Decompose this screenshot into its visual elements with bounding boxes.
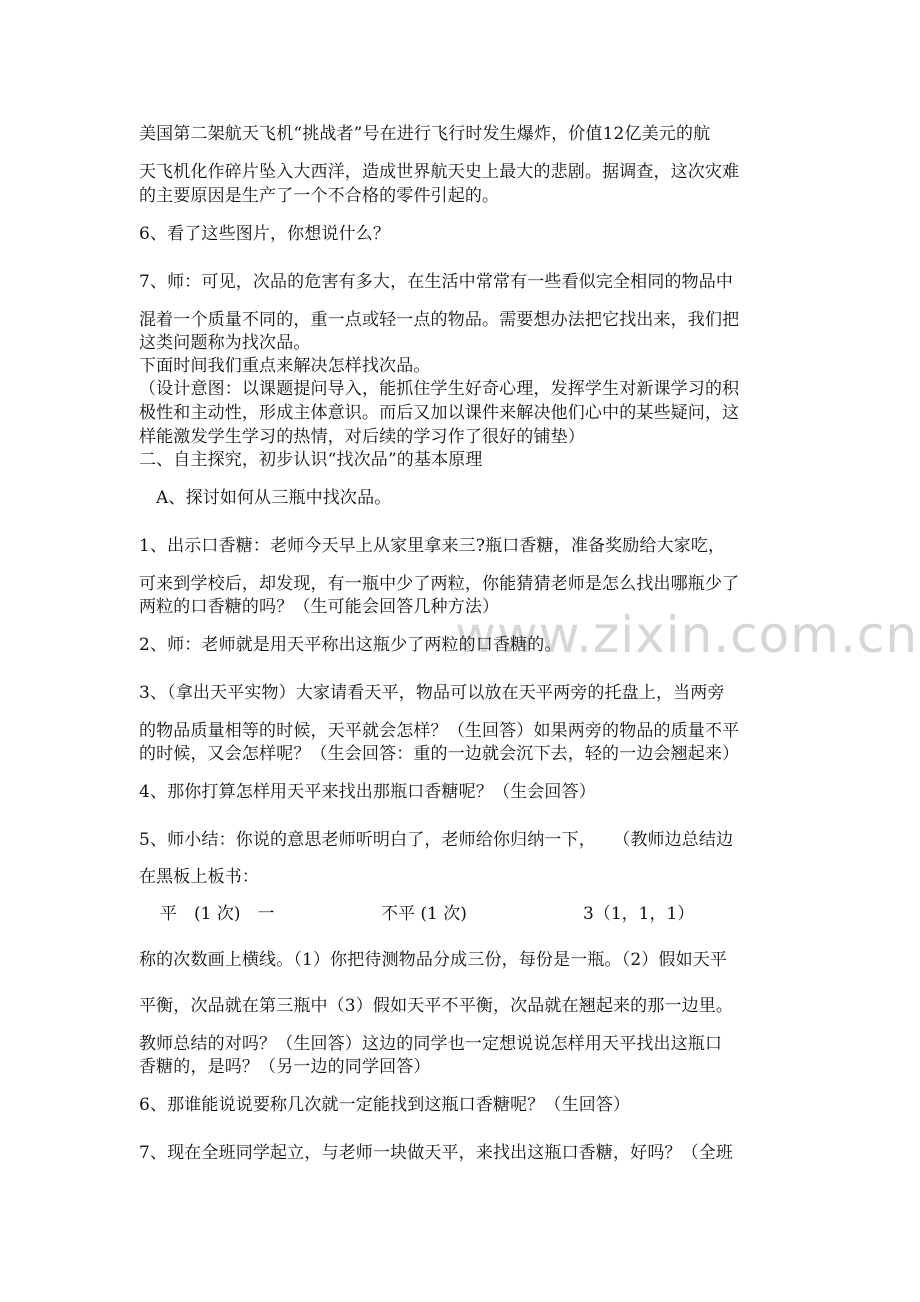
text-line: 下面时间我们重点来解决怎样找次品。 — [139, 356, 431, 376]
board-balance: 平 (1 次) 一 — [160, 904, 275, 924]
text-line: 的物品质量相等的时候，天平就会怎样？（生回答）如果两旁的物品的质量不平 — [139, 721, 740, 741]
text-line: 平衡，次品就在第三瓶中（3）假如天平不平衡，次品就在翘起来的那一边里。 — [139, 996, 734, 1016]
text-line: 5、师小结：你说的意思老师听明白了，老师给你归纳一下， （教师边总结边 — [139, 830, 734, 850]
text-line: 的时候，又会怎样呢？（生会回答：重的一边就会沉下去，轻的一边会翘起来） — [139, 744, 740, 764]
text-line: 这类问题称为找次品。 — [139, 333, 311, 353]
text-line: 可来到学校后，却发现，有一瓶中少了两粒，你能猜猜老师是怎么找出哪瓶少了 — [139, 574, 740, 594]
text-line: （设计意图：以课题提问导入，能抓住学生好奇心理，发挥学生对新课学习的积 — [139, 379, 740, 399]
section-heading: 二、自主探究，初步认识“找次品”的基本原理 — [139, 450, 483, 470]
text-line: 7、师：可见，次品的危害有多大，在生活中常常有一些看似完全相同的物品中 — [139, 272, 734, 292]
text-line: 样能激发学生学习的热情，对后续的学习作了很好的铺垫） — [139, 427, 585, 447]
subsection-heading: A、探讨如何从三瓶中找次品。 — [156, 488, 392, 508]
text-line: 3、（拿出天平实物）大家请看天平，物品可以放在天平两旁的托盘上，当两旁 — [139, 683, 725, 703]
board-split: 3（1，1，1） — [583, 904, 695, 924]
text-line: 教师总结的对吗？（生回答）这边的同学也一定想说说怎样用天平找出这瓶口 — [139, 1034, 723, 1054]
text-line: 6、看了这些图片，你想说什么？ — [139, 224, 391, 244]
text-line: 混着一个质量不同的，重一点或轻一点的物品。需要想办法把它找出来，我们把 — [139, 310, 740, 330]
text-line: 两粒的口香糖的吗？（生可能会回答几种方法） — [139, 597, 500, 617]
text-line: 香糖的，是吗？（另一边的同学回答） — [139, 1057, 431, 1077]
text-line: 的主要原因是生产了一个不合格的零件引起的。 — [139, 186, 500, 206]
text-line: 称的次数画上横线。（1）你把待测物品分成三份，每份是一瓶。（2）假如天平 — [139, 950, 728, 970]
text-line: 4、那你打算怎样用天平来找出那瓶口香糖呢？（生会回答） — [139, 782, 596, 802]
text-line: 6、那谁能说说要称几次就一定能找到这瓶口香糖呢？（生回答） — [139, 1095, 631, 1115]
board-unbalance: 不平 (1 次) — [381, 904, 467, 924]
text-line: 天飞机化作碎片坠入大西洋，造成世界航天史上最大的悲剧。据调查，这次灾难 — [139, 162, 740, 182]
text-line: 在黑板上板书： — [139, 867, 260, 887]
text-line: 美国第二架航天飞机“挑战者”号在进行飞行时发生爆炸，价值12亿美元的航 — [139, 124, 711, 144]
text-line: 1、出示口香糖：老师今天早上从家里拿来三?瓶口香糖，准备奖励给大家吃， — [139, 536, 726, 556]
text-line: 2、师：老师就是用天平称出这瓶少了两粒的口香糖的。 — [139, 635, 562, 655]
text-line: 极性和主动性，形成主体意识。而后又加以课件来解决他们心中的某些疑问，这 — [139, 403, 740, 423]
watermark: www.zixin.com.cn — [455, 606, 919, 664]
text-line: 7、现在全班同学起立，与老师一块做天平，来找出这瓶口香糖，好吗？（全班 — [139, 1143, 734, 1163]
